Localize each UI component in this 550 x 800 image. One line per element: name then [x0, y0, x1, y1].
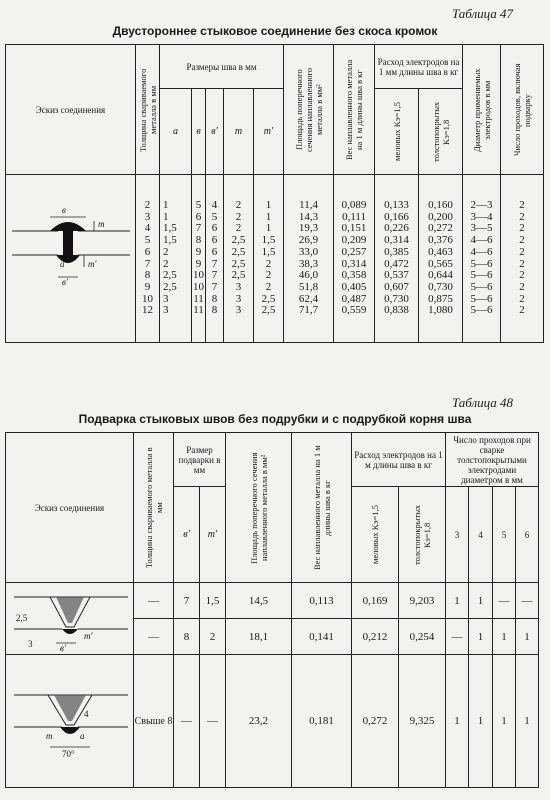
row1-area: 18,1: [226, 619, 292, 655]
b-header: в: [192, 89, 206, 175]
thickness-header: Толщина свариваемого металла в мм: [137, 67, 158, 152]
area-column: 11,4 14,3 19,3 26,9 33,0 38,3 46,0 51,8 62,4 71,7: [284, 175, 334, 343]
b1-header: в′: [206, 89, 224, 175]
consumption-group-header: Расход электродов на 1 мм длины шва в кг: [375, 45, 463, 89]
passes-column: 2 2 2 2 2 2 2 2 2 2: [501, 175, 544, 343]
m-header: m: [224, 89, 254, 175]
sketch-cell: [6, 175, 136, 343]
sketch48-label-s8: 70°: [62, 749, 75, 759]
row1-thickness: —: [134, 619, 174, 655]
sketch-cell-48-bottom: [6, 655, 134, 788]
thick-header-48: толстопокрытых Kэ=1,8: [412, 504, 432, 565]
row0-d6: —: [516, 583, 539, 619]
passes-group-header-48: Число проходов при сварке толстопокрытыми электродами диаметром в мм: [446, 433, 539, 487]
table-47: [5, 44, 544, 343]
row1-b1: 8: [174, 619, 200, 655]
sketch-header: Эскиз соединения: [6, 45, 136, 175]
v-joint-gouged-sketch: [6, 655, 134, 788]
thin-header: меловых Kэ=1,5: [391, 102, 402, 161]
row1-thin: 0,212: [352, 619, 399, 655]
thin-column: 0,133 0,166 0,226 0,314 0,385 0,472 0,537 0,607 0,730 0,838: [375, 175, 419, 343]
sketch-label-b1: в′: [62, 277, 68, 287]
table-48-number: Таблица 48: [452, 395, 514, 410]
sketch-cell-48-top: [6, 583, 134, 655]
row0-weight: 0,113: [292, 583, 352, 619]
b1-header-48: в′: [174, 487, 200, 583]
d6-header: 6: [516, 487, 539, 583]
butt-joint-sketch: [6, 175, 136, 343]
table-48-title: Подварка стыковых швов без подрубки и с подрубкой корня шва: [78, 412, 472, 426]
row0-area: 14,5: [226, 583, 292, 619]
area-header: Площадь поперечного сечения наплавленного металла в мм²: [293, 67, 324, 152]
row1-d4: 1: [469, 619, 493, 655]
diameter-header: Диаметр применяемых электродов в мм: [471, 67, 492, 152]
d4-header: 4: [469, 487, 493, 583]
row1-weight: 0,141: [292, 619, 352, 655]
row2-thin: 0,272: [352, 655, 399, 788]
sketch48-label-s5: 4: [84, 709, 89, 719]
sketch-header-48: Эскиз соединения: [6, 433, 134, 583]
sketch-label-a: a: [60, 259, 65, 269]
sketch48-label-s3: 3: [28, 639, 33, 649]
sketch48-label-s4: в′: [60, 643, 66, 653]
table-row: [6, 655, 539, 788]
row2-weight: 0,181: [292, 655, 352, 788]
row1-m1: 2: [200, 619, 226, 655]
row1-d6: 1: [516, 619, 539, 655]
row2-area: 23,2: [226, 655, 292, 788]
row2-thickness: Свыше 8: [134, 655, 174, 788]
sketch48-label-s1: 2,5: [16, 613, 28, 623]
passes-header: Число проходов, включая подварку: [512, 63, 533, 156]
row2-d4: 1: [469, 655, 493, 788]
weight-header: Вес наплавленного металла на 1 м длины шва в кг: [344, 59, 365, 160]
row0-thickness: —: [134, 583, 174, 619]
row0-d4: 1: [469, 583, 493, 619]
m1-column: 1 1 1 1,5 1,5 2 2 2 2,5 2,5: [254, 175, 284, 343]
row2-d5: 1: [493, 655, 516, 788]
sketch-label-b: в: [62, 205, 66, 215]
a-header: a: [160, 89, 192, 175]
row2-d3: 1: [446, 655, 469, 788]
sketch48-label-s7: a: [80, 731, 85, 741]
table-row: [6, 583, 539, 619]
d3-header: 3: [446, 487, 469, 583]
row0-d5: —: [493, 583, 516, 619]
row1-d3: —: [446, 619, 469, 655]
sizes-group-header: Размеры шва в мм: [160, 45, 284, 89]
table-47-number: Таблица 47: [452, 6, 514, 21]
row1-d5: 1: [493, 619, 516, 655]
sketch-label-m1: m′: [88, 259, 97, 269]
diameter-column: 2—3 3—4 3—5 4—6 4—6 5—6 5—6 5—6 5—6 5—6: [463, 175, 501, 343]
row2-b1: —: [174, 655, 200, 788]
thin-header-48: меловых Kэ=1,5: [370, 505, 380, 564]
b1-column: 4 5 6 6 6 7 7 7 8 8: [206, 175, 224, 343]
sketch-label-m: m: [98, 219, 105, 229]
area-header-48: Площадь поперечного сечения наплавленного металла в мм²: [248, 451, 269, 564]
thickness-column: 2 3 4 5 6 7 8 9 10 12: [136, 175, 160, 343]
sketch48-label-s2: m′: [84, 631, 93, 641]
thick-header: толстопокрытых Kэ=1,8: [430, 101, 451, 162]
a-column: 1 1 1,5 1,5 2 2 2,5 2,5 3 3: [160, 175, 192, 343]
row0-thin: 0,169: [352, 583, 399, 619]
size-group-header-48: Размер подварки в мм: [174, 433, 226, 487]
row0-b1: 7: [174, 583, 200, 619]
row1-thick: 0,254: [399, 619, 446, 655]
row2-d6: 1: [516, 655, 539, 788]
table-47-title: Двустороннее стыковое соединение без скоса кромок: [112, 24, 438, 38]
row0-m1: 1,5: [200, 583, 226, 619]
m1-header: m′: [254, 89, 284, 175]
weight-header-48: Вес наплавленного металла на 1 м длины шва в кг: [311, 445, 332, 570]
table-48: [5, 432, 539, 788]
thick-column: 0,160 0,200 0,272 0,376 0,463 0,565 0,644 0,730 0,875 1,080: [419, 175, 463, 343]
row0-thick: 9,203: [399, 583, 446, 619]
thickness-header-48: Толщина свариваемого металла в мм: [143, 447, 164, 568]
d5-header: 5: [493, 487, 516, 583]
sketch48-label-s6: m: [46, 731, 53, 741]
row2-m1: —: [200, 655, 226, 788]
b-column: 5 6 7 8 9 9 10 10 11 11: [192, 175, 206, 343]
row0-d3: 1: [446, 583, 469, 619]
consumption-group-header-48: Расход электродов на 1 м длины шва в кг: [352, 433, 446, 487]
row2-thick: 9,325: [399, 655, 446, 788]
m1-header-48: m′: [200, 487, 226, 583]
weight-column: 0,089 0,111 0,151 0,209 0,257 0,314 0,358 0,405 0,487 0,559: [334, 175, 375, 343]
m-column: 2 2 2 2,5 2,5 2,5 2,5 3 3 3: [224, 175, 254, 343]
